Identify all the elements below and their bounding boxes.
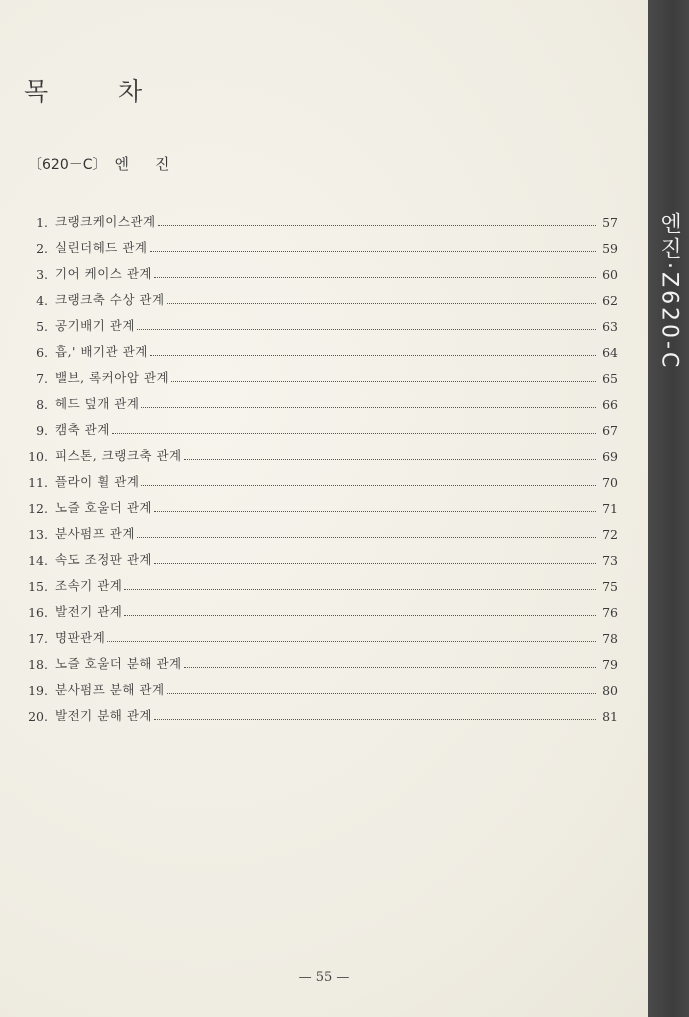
toc-page: 73 bbox=[602, 553, 618, 568]
toc-number: 12. bbox=[28, 501, 48, 516]
page-number: — 55 — bbox=[298, 970, 350, 985]
dot-leader bbox=[154, 718, 596, 720]
toc-number: 8. bbox=[36, 397, 48, 412]
dot-leader bbox=[112, 432, 596, 434]
dot-leader bbox=[154, 510, 596, 512]
toc-row[interactable] bbox=[22, 490, 618, 516]
toc-row[interactable] bbox=[22, 360, 618, 386]
dot-leader bbox=[154, 276, 596, 278]
dot-leader bbox=[171, 380, 596, 382]
dot-leader bbox=[124, 588, 596, 590]
toc-label: 명판관계 bbox=[55, 630, 106, 645]
toc-label: 발전기 관계 bbox=[55, 604, 123, 619]
toc-row[interactable] bbox=[22, 438, 618, 464]
toc-page: 72 bbox=[602, 527, 618, 542]
toc-row[interactable] bbox=[22, 256, 618, 282]
toc-number: 18. bbox=[28, 657, 48, 672]
dot-leader bbox=[154, 562, 596, 564]
page-title-part2: 차 bbox=[118, 77, 144, 106]
toc-row[interactable] bbox=[22, 568, 618, 594]
toc-row[interactable] bbox=[22, 334, 618, 360]
page-title-part1: 목 bbox=[24, 77, 50, 106]
dot-leader bbox=[150, 250, 597, 252]
toc-page: 75 bbox=[602, 579, 618, 594]
toc-number: 20. bbox=[28, 709, 48, 724]
dot-leader bbox=[184, 458, 596, 460]
toc-row[interactable] bbox=[22, 620, 618, 646]
toc-page: 57 bbox=[602, 215, 618, 230]
toc-row[interactable] bbox=[22, 698, 618, 724]
toc-row[interactable] bbox=[22, 672, 618, 698]
dot-leader bbox=[167, 692, 596, 694]
toc-number: 2. bbox=[36, 241, 48, 256]
toc-page: 80 bbox=[602, 683, 618, 698]
toc-number: 15. bbox=[28, 579, 48, 594]
toc-page: 71 bbox=[602, 501, 618, 516]
section-code: 〔620－C〕 bbox=[28, 157, 107, 173]
toc-page: 65 bbox=[602, 371, 618, 386]
toc-row[interactable] bbox=[22, 464, 618, 490]
dot-leader bbox=[141, 484, 596, 486]
toc-number: 14. bbox=[28, 553, 48, 568]
toc-number: 6. bbox=[36, 345, 48, 360]
toc-page: 66 bbox=[602, 397, 618, 412]
toc-row[interactable] bbox=[22, 594, 618, 620]
toc-number: 1. bbox=[36, 215, 48, 230]
toc-page: 76 bbox=[602, 605, 618, 620]
toc-label: 노즐 호울더 관계 bbox=[55, 500, 152, 515]
toc-number: 16. bbox=[28, 605, 48, 620]
toc-number: 10. bbox=[28, 449, 48, 464]
chapter-side-tab bbox=[648, 0, 689, 1017]
toc-label: 헤드 덮개 관계 bbox=[55, 396, 140, 411]
toc-row[interactable] bbox=[22, 204, 618, 230]
toc-row[interactable] bbox=[22, 542, 618, 568]
toc-number: 5. bbox=[36, 319, 48, 334]
toc-label: 실린더헤드 관계 bbox=[55, 240, 148, 255]
toc-label: 조속기 관계 bbox=[55, 578, 123, 593]
toc-label: 노즐 호울더 분해 관계 bbox=[55, 656, 182, 671]
toc-label: 공기배기 관계 bbox=[55, 318, 135, 333]
toc-page: 78 bbox=[602, 631, 618, 646]
toc-number: 7. bbox=[36, 371, 48, 386]
toc-page: 79 bbox=[602, 657, 618, 672]
toc-page: 81 bbox=[602, 709, 618, 724]
toc-page: 63 bbox=[602, 319, 618, 334]
toc-number: 13. bbox=[28, 527, 48, 542]
toc-label: 흡,' 배기관 관계 bbox=[55, 344, 148, 359]
toc-page: 62 bbox=[602, 293, 618, 308]
toc-row[interactable] bbox=[22, 282, 618, 308]
toc-number: 17. bbox=[28, 631, 48, 646]
toc-label: 기어 케이스 관계 bbox=[55, 266, 152, 281]
toc-row[interactable] bbox=[22, 646, 618, 672]
toc-label: 밸브, 록커아암 관계 bbox=[55, 370, 170, 385]
dot-leader bbox=[150, 354, 596, 356]
dot-leader bbox=[124, 614, 596, 616]
dot-leader bbox=[107, 640, 596, 642]
dot-leader bbox=[167, 302, 596, 304]
toc-page: 69 bbox=[602, 449, 618, 464]
toc-row[interactable] bbox=[22, 516, 618, 542]
dot-leader bbox=[141, 406, 596, 408]
toc-row[interactable] bbox=[22, 412, 618, 438]
section-word1: 엔 bbox=[114, 155, 129, 173]
toc-label: 플라이 휠 관계 bbox=[55, 474, 140, 489]
dot-leader bbox=[137, 536, 596, 538]
toc-label: 분사펌프 분해 관계 bbox=[55, 682, 165, 697]
toc-page: 60 bbox=[602, 267, 618, 282]
toc-label: 속도 조정판 관계 bbox=[55, 552, 152, 567]
toc-page: 59 bbox=[602, 241, 618, 256]
toc-label: 발전기 분해 관계 bbox=[55, 708, 152, 723]
dot-leader bbox=[137, 328, 596, 330]
toc-page: 67 bbox=[602, 423, 618, 438]
dot-leader bbox=[158, 224, 596, 226]
toc-label: 피스톤, 크랭크축 관계 bbox=[55, 448, 182, 463]
toc-label: 크랭크축 수상 관계 bbox=[55, 292, 165, 307]
section-word2: 진 bbox=[155, 155, 170, 173]
toc-label: 크랭크케이스관계 bbox=[55, 214, 156, 229]
toc-row[interactable] bbox=[22, 230, 618, 256]
toc-number: 3. bbox=[36, 267, 48, 282]
toc-page: 70 bbox=[602, 475, 618, 490]
toc-page: 64 bbox=[602, 345, 618, 360]
table-of-contents bbox=[22, 204, 618, 724]
toc-number: 11. bbox=[28, 475, 48, 490]
chapter-side-tab-label: 엔진·Z620-C bbox=[656, 212, 682, 371]
toc-row[interactable] bbox=[22, 386, 618, 412]
dot-leader bbox=[184, 666, 596, 668]
toc-number: 4. bbox=[36, 293, 48, 308]
toc-number: 9. bbox=[36, 423, 48, 438]
toc-number: 19. bbox=[28, 683, 48, 698]
toc-row[interactable] bbox=[22, 308, 618, 334]
toc-label: 캠축 관계 bbox=[55, 422, 110, 437]
section-heading bbox=[28, 153, 170, 174]
toc-label: 분사펌프 관계 bbox=[55, 526, 135, 541]
